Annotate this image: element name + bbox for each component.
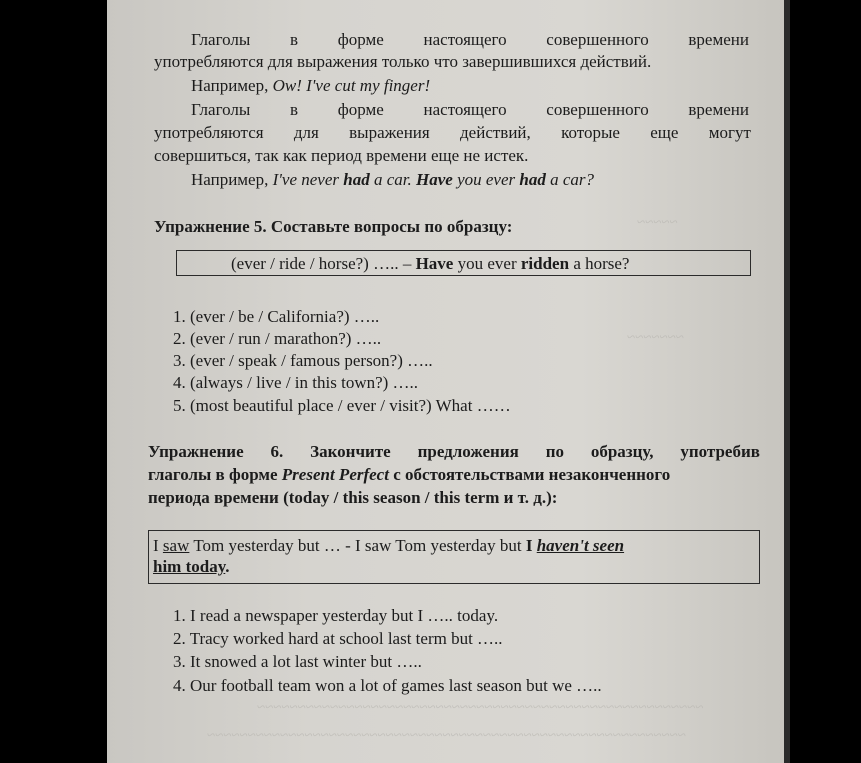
sample-part: haven't seen [536, 536, 625, 555]
word: форме [337, 30, 384, 49]
show-through-text: ~~~~~ [637, 215, 678, 231]
intro-line-4 [154, 123, 751, 143]
word: в [290, 30, 299, 49]
show-through-text: ~~~~~~~ [627, 330, 684, 346]
exercise-6-item-2: 2. Tracy worked hard at school last term but ….. [173, 629, 503, 648]
exercise-6-sample-line-1 [153, 536, 624, 556]
page-edge-shadow [784, 0, 790, 763]
title-part: глаголы в форме [148, 465, 282, 484]
word: времени [688, 100, 749, 119]
exercise-5-item-1: 1. (ever / be / California?) ….. [173, 307, 380, 326]
word: настоящего [423, 100, 507, 119]
example-part: had [519, 170, 546, 189]
word: образцу, [590, 442, 654, 461]
example-part: Have [416, 170, 453, 189]
word: Глаголы [191, 30, 251, 49]
example-text: Ow! I've cut my finger! [272, 76, 431, 95]
sample-part: Have [415, 254, 454, 273]
sample-part: ridden [520, 254, 570, 273]
word: выражения [349, 123, 430, 142]
exercise-6-item-1: 1. I read a newspaper yesterday but I ….. today. [173, 606, 499, 625]
example-part: I've never [272, 170, 344, 189]
exercise-5-item-4: 4. (always / live / in this town?) ….. [173, 373, 419, 392]
title-part: Present Perfect [281, 465, 389, 484]
word: по [545, 442, 564, 461]
exercise-6-title-line-3: периода времени (today / this season / this term и т. д.): [148, 488, 558, 507]
word: употребляются [154, 123, 264, 142]
word: времени [688, 30, 749, 49]
word: употребив [680, 442, 760, 461]
word: предложения [417, 442, 519, 461]
word: настоящего [423, 30, 507, 49]
exercise-5-title: Упражнение 5. Составьте вопросы по образцу: [154, 217, 513, 236]
exercise-6-sample-line-2 [153, 557, 230, 577]
sample-part: I [153, 536, 163, 555]
sample-part: Tom yesterday but … - I saw Tom yesterday but [189, 536, 526, 555]
sample-part: a horse? [569, 254, 630, 273]
example-1 [191, 76, 430, 96]
exercise-5-item-2: 2. (ever / run / marathon?) ….. [173, 329, 382, 348]
show-through-text: ~~~~~~~~~~~~~~~~~~~~~~~~~~~~~~~~~~~~~~~~~~~~~~~~~~~~~~~ [257, 700, 704, 716]
sample-part: (ever / ride / horse?) ….. – [231, 254, 416, 273]
word: еще [650, 123, 679, 142]
exercise-5-item-5: 5. (most beautiful place / ever / visit?) What …… [173, 396, 511, 415]
example-part: a car. [369, 170, 416, 189]
example-prefix: Например, [191, 76, 273, 95]
word: для [293, 123, 319, 142]
word: форме [337, 100, 384, 119]
word: Закончите [310, 442, 391, 461]
exercise-5-item-3: 3. (ever / speak / famous person?) ….. [173, 351, 433, 370]
example-prefix: Например, [191, 170, 273, 189]
word: совершенного [546, 30, 649, 49]
show-through-text: ~~~~~~~~~~~~~~~~~~~~~~~~~~~~~~~~~~~~~~~~~~~~~~~~~~~~~~~~~~~ [207, 728, 686, 744]
word: Глаголы [191, 100, 251, 119]
word: могут [708, 123, 751, 142]
word: которые [561, 123, 620, 142]
example-part: a car? [545, 170, 595, 189]
sample-part: him today [153, 557, 226, 576]
exercise-6-item-3: 3. It snowed a lot last winter but ….. [173, 652, 422, 671]
intro-line-5: совершиться, так как период времени еще не истек. [154, 146, 529, 165]
example-part: had [343, 170, 370, 189]
sample-part: I [525, 536, 537, 555]
exercise-6-title-line-2 [148, 465, 670, 485]
sample-part: you ever [453, 254, 521, 273]
title-part: с обстоятельствами незаконченного [388, 465, 671, 484]
sample-part: . [225, 557, 230, 576]
intro-line-1 [191, 30, 749, 50]
word: Упражнение [148, 442, 244, 461]
word: 6. [270, 442, 284, 461]
word: совершенного [546, 100, 649, 119]
exercise-5-sample [231, 254, 629, 274]
example-part: you ever [452, 170, 520, 189]
sample-part: saw [162, 536, 190, 555]
example-2 [191, 170, 594, 190]
word: в [290, 100, 299, 119]
document-page [107, 0, 784, 763]
intro-line-3 [191, 100, 749, 120]
intro-line-2: употребляются для выражения только что завершившихся действий. [154, 52, 652, 71]
exercise-6-title-line-1 [148, 442, 760, 462]
exercise-6-item-4: 4. Our football team won a lot of games last season but we ….. [173, 676, 602, 695]
word: действий, [460, 123, 531, 142]
